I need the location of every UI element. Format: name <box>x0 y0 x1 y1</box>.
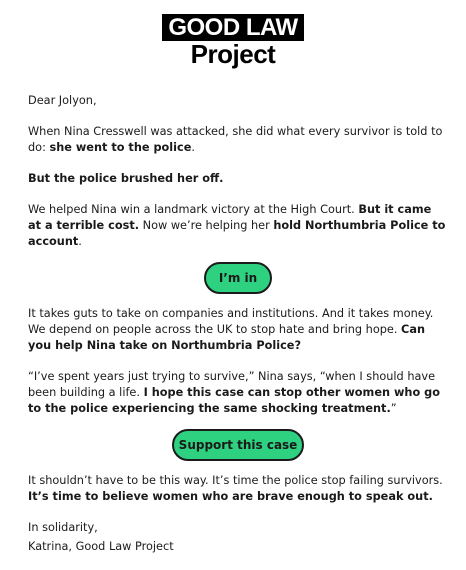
paragraph-brushed-off <box>28 171 448 187</box>
paragraph-quote-emphasis: I hope this case can stop other women who go to the police experiencing the same shocking treatment. <box>28 386 440 415</box>
paragraph-victory-text: We helped Nina win a landmark victory at the High Court. <box>28 203 359 216</box>
paragraph-closing <box>28 473 448 505</box>
paragraph-quote <box>28 369 448 417</box>
paragraph-victory <box>28 202 448 250</box>
paragraph-attack <box>28 124 448 156</box>
signature: Katrina, Good Law Project <box>28 540 174 553</box>
paragraph-victory-emphasis: But it came at a terrible cost. <box>28 203 432 232</box>
paragraph-money-text: It takes guts to take on companies and institutions. And it takes money. We depend on people across the UK to stop hate and bring hope. <box>28 307 434 336</box>
paragraph-attack-end: . <box>191 141 195 154</box>
support-this-case-button[interactable]: Support this case <box>172 429 304 461</box>
paragraph-closing-emphasis: It’s time to believe women who are brave enough to speak out. <box>28 490 433 503</box>
signoff: In solidarity, <box>28 521 98 534</box>
paragraph-money <box>28 306 448 354</box>
paragraph-quote-text: “I’ve spent years just trying to survive,” Nina says, “when I should have been building a life. <box>28 370 436 399</box>
paragraph-victory-end: . <box>78 235 82 248</box>
logo-bottom-text: Project <box>190 39 276 69</box>
paragraph-closing-text: It shouldn’t have to be this way. It’s time the police stop failing survivors. <box>28 474 443 487</box>
greeting: Dear Jolyon, <box>28 94 97 107</box>
paragraph-victory-emphasis-2: hold Northumbria Police to account <box>28 219 446 248</box>
support-button-wrap <box>28 429 448 461</box>
paragraph-victory-middle: Now we’re helping her <box>139 219 274 232</box>
im-in-button-wrap <box>28 262 448 294</box>
im-in-button[interactable]: I’m in <box>204 262 272 294</box>
logo-top-text: GOOD LAW <box>162 14 303 41</box>
logo <box>0 14 466 68</box>
paragraph-attack-emphasis: she went to the police <box>49 141 192 154</box>
paragraph-quote-end: ” <box>390 402 397 415</box>
paragraph-brushed-off-text: But the police brushed her off. <box>28 172 224 185</box>
paragraph-money-emphasis: Can you help Nina take on Northumbria Police? <box>28 323 425 352</box>
letter-body <box>28 93 448 570</box>
paragraph-attack-text: When Nina Cresswell was attacked, she did what every survivor is told to do: <box>28 125 443 154</box>
